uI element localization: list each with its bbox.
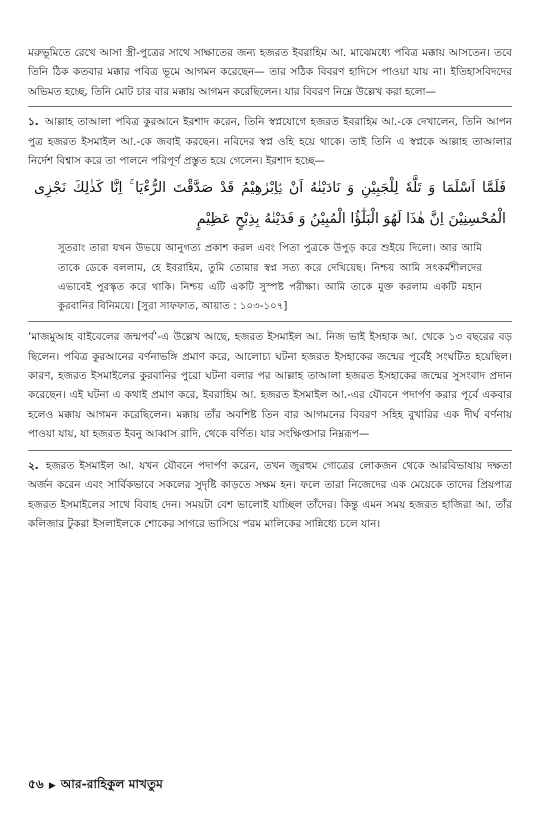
book-title: আর-রাহিকুল মাখতুম: [60, 777, 163, 791]
right-triangle-icon: ▶: [48, 781, 56, 791]
quran-verse-arabic: فَلَمَّا اَسْلَمَا وَ تَلَّهٗ لِلْجَبِیْنِ وَ نَادَیْنٰهُ اَنْ یّٰۤاِبْرٰهِیْمُ قَدْ صَدَّقْتَ الرُّءْیَا ۚ اِنَّا كَذٰلِكَ نَجْزِی الْمُحْسِنِیْنَ اِنَّ هٰذَا لَهُوَ الْبَلٰٓؤُا الْمُبِیْنُ وَ فَدَیْنٰهُ بِذِبْحٍ عَظِیْمٍ: [34, 180, 506, 228]
divider-line: [28, 106, 512, 107]
divider-line-3: [28, 450, 512, 451]
verse-translation: সুতরাং তারা যখন উভয়ে আনুগত্য প্রকাশ করল এবং পিতা পুত্রকে উপুড় করে শুইয়ে দিলো। আর আমি তাকে ডেকে বললাম, হে ইবরাহিম, তুমি তোমার স্বপ্ন সত্য করে দেখিয়েছ। নিশ্চয় আমি সৎকর্মশীলদের এভাবেই পুরস্কৃত করে থাকি। নিশ্চয় এটি একটি সুস্পষ্ট পরীক্ষা। আমি তাকে মুক্ত করলাম একটি মহান কুরবানির বিনিময়ে। [সুরা সাফফাত, আয়াত : ১০৩-১০৭]: [58, 243, 482, 313]
page-number: ৫৬: [28, 777, 44, 791]
point-two-paragraph: [28, 457, 512, 535]
bible-reference-paragraph: ‘মাজমুআহ বাইবেলের জন্মপর্ব’-এ উল্লেখ আছে, হজরত ইসমাইল আ. নিজ ভাই ইসহাক আ. থেকে ১৩ বছরের বড় ছিলেন। পবিত্র কুরআনের বর্ণনাভঙ্গি প্রমাণ করে, আলোচ্য ঘটনা হজরত ইসহাকের জন্মের পূর্বেই সংঘটিত হয়েছিল। কারণ, হজরত ইসমাইলের কুরবানির পুরো ঘটনা বলার পর আল্লাহ তাআলা হজরত ইসহাকের জন্মের সুসংবাদ প্রদান করেছেন। এই ঘটনা এ কথাই প্রমাণ করে, ইবরাহিম আ. হজরত ইসমাইল আ.-এর যৌবনে পদার্পণ করার পূর্বে একবার হলেও মক্কায় আগমন করেছিলেন। মক্কায় তাঁর অবশিষ্ট তিন বার আগমনের বিবরণ সহিহ বুখারির এক দীর্ঘ বর্ণনায় পাওয়া যায়, যা হজরত ইবনু আব্বাস রাদি. থেকে বর্ণিত। যার সংক্ষিপ্তসার নিম্নরূপ—: [28, 331, 512, 441]
intro-paragraph: মরুভূমিতে রেখে আসা স্ত্রী-পুত্রের সাথে সাক্ষাতের জন্য হজরত ইবরাহিম আ. মাঝেমধ্যে পবিত্র মক্কায় আসতেন। তবে তিনি ঠিক কতবার মক্কার পবিত্র ভূমে আগমন করেছেন— তার সঠিক বিবরণ হাদিসে পাওয়া যায় না। ইতিহাসবিদদের অভিমত হচ্ছে, তিনি মোট চার বার মক্কায় আগমন করেছিলেন। যার বিবরণ নিম্নে উল্লেখ করা হলো—: [28, 47, 512, 98]
point-one-paragraph: [28, 113, 512, 171]
point-two-text: হজরত ইসমাইল আ. যখন যৌবনে পদার্পণ করেন, তখন জুরহুম গোত্রের লোকজন থেকে আরবিভাষায় দক্ষতা অর্জন করেন এবং সার্বিকভাবে সকলের সুদৃষ্টি কাড়তে সক্ষম হন। ফলে তারা নিজেদের এক মেয়েকে তাদের প্রিয়পাত্র হজরত ইসমাইলের সাথে বিবাহ দেন। সময়টা বেশ ভালোই যাচ্ছিল তাঁদের। কিন্তু এমন সময় হজরত হাজিরা আ. তাঁর কলিজার টুকরা ইসলাইলকে শোকের সাগরে ভাসিয়ে পরম মালিকের সান্নিধ্যে চলে যান।: [28, 459, 512, 530]
point-one-text: আল্লাহ তাআলা পবিত্র কুরআনে ইরশাদ করেন, তিনি স্বপ্নযোগে হজরত ইবরাহিম আ.-কে দেখালেন, তিনি আপন পুত্র হজরত ইসমাইল আ.-কে জবাই করছেন। নবিদের স্বপ্ন ওহি হয়ে থাকে। তাই তিনি এ স্বপ্নকে আল্লাহ তাআলার নির্দেশ বিশ্বাস করে তা পালনে পরিপূর্ণ প্রস্তুত হয়ে গেলেন। ইরশাদ হচ্ছে—: [28, 116, 512, 168]
divider-line-2: [28, 321, 512, 322]
page-footer: [28, 776, 163, 796]
point-one-number: ১.: [28, 116, 39, 129]
point-two-number: ২.: [28, 459, 39, 472]
page-content: [28, 44, 512, 534]
